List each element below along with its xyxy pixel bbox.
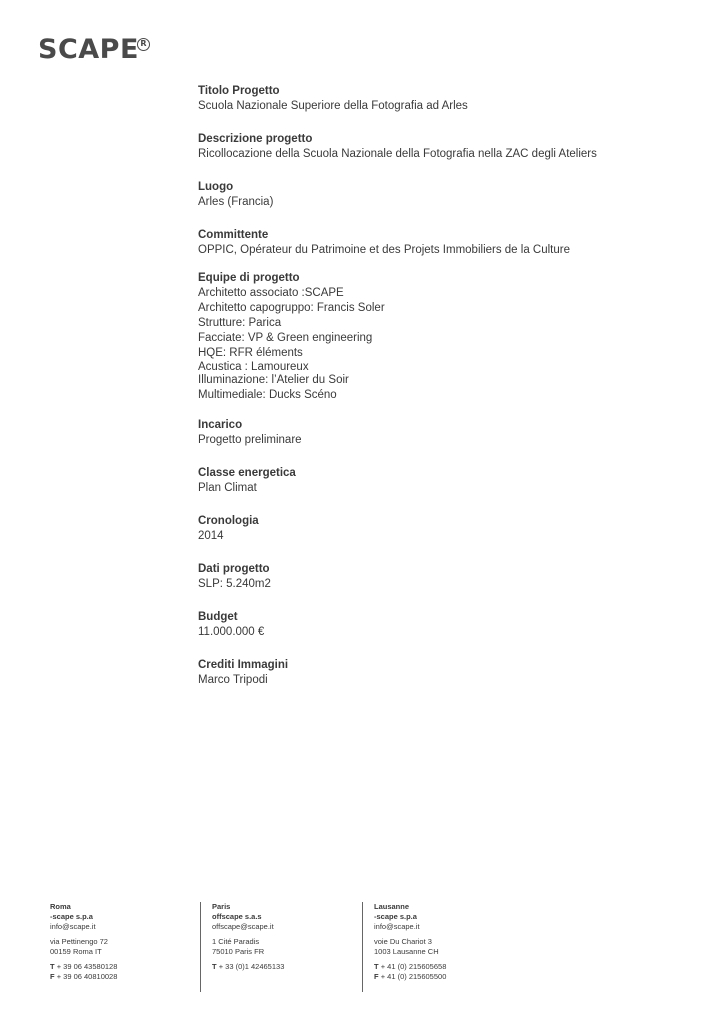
footer-office-lausanne	[362, 902, 446, 992]
section-value: Arles (Francia)	[198, 196, 274, 208]
section-label: Equipe di progetto	[198, 272, 300, 284]
section-label: Crediti Immagini	[198, 659, 289, 671]
section-label: Dati progetto	[198, 563, 270, 575]
section-committente	[198, 228, 698, 258]
section-value: Marco Tripodi	[198, 674, 268, 686]
section-value: 2014	[198, 530, 224, 542]
office-phone: T + 41 (0) 215605658	[374, 962, 447, 971]
section-label: Budget	[198, 611, 238, 623]
office-phone: T + 33 (0)1 42465133	[212, 962, 285, 971]
office-city: Lausanne	[374, 902, 410, 911]
office-fax: F + 41 (0) 215605500	[374, 972, 447, 981]
footer-office-roma	[50, 902, 117, 992]
project-sheet	[198, 84, 698, 706]
section-equipe	[198, 271, 698, 403]
team-member: Illuminazione: l’Atelier du Soir	[198, 374, 349, 386]
registered-mark-icon: R	[137, 38, 150, 51]
section-crediti-immagini	[198, 658, 698, 688]
footer-office-paris	[200, 902, 284, 992]
section-label: Cronologia	[198, 515, 259, 527]
office-address-line: 75010 Paris FR	[212, 947, 265, 956]
section-label: Committente	[198, 229, 269, 241]
office-company: -scape s.p.a	[50, 912, 93, 921]
section-label: Incarico	[198, 419, 243, 431]
office-address-line: 00159 Roma IT	[50, 947, 102, 956]
section-value: Scuola Nazionale Superiore della Fotografia ad Arles	[198, 100, 468, 112]
office-company: -scape s.p.a	[374, 912, 417, 921]
section-descrizione	[198, 132, 698, 162]
team-member: Facciate: VP & Green engineering	[198, 332, 373, 344]
scape-logo: SCAPE	[38, 34, 139, 65]
section-cronologia	[198, 514, 698, 544]
office-company: offscape s.a.s	[212, 912, 262, 921]
office-address-line: via Pettinengo 72	[50, 937, 108, 946]
section-classe-energetica	[198, 466, 698, 496]
team-member: Architetto associato :SCAPE	[198, 287, 344, 299]
section-label: Luogo	[198, 181, 234, 193]
team-member: HQE: RFR éléments	[198, 347, 303, 359]
section-titolo	[198, 84, 698, 114]
section-label: Classe energetica	[198, 467, 296, 479]
team-member: Acustica : Lamoureux	[198, 361, 309, 373]
office-phone: T + 39 06 43580128	[50, 962, 118, 971]
section-value: Plan Climat	[198, 482, 257, 494]
section-value: OPPIC, Opérateur du Patrimoine et des Projets Immobiliers de la Culture	[198, 244, 570, 256]
office-city: Roma	[50, 902, 71, 911]
team-member: Multimediale: Ducks Scéno	[198, 389, 337, 401]
section-value: Ricollocazione della Scuola Nazionale della Fotografia nella ZAC degli Ateliers	[198, 148, 597, 160]
section-value: 11.000.000 €	[198, 626, 265, 638]
section-luogo	[198, 180, 698, 210]
office-email[interactable]: info@scape.it	[374, 922, 420, 931]
office-email[interactable]: offscape@scape.it	[212, 922, 274, 931]
section-dati-progetto	[198, 562, 698, 592]
team-member: Strutture: Parica	[198, 317, 282, 329]
office-address-line: 1003 Lausanne CH	[374, 947, 439, 956]
section-value: Progetto preliminare	[198, 434, 302, 446]
section-budget	[198, 610, 698, 640]
section-label: Titolo Progetto	[198, 85, 280, 97]
office-address-line: voie Du Chariot 3	[374, 937, 432, 946]
office-address-line: 1 Cité Paradis	[212, 937, 260, 946]
team-member: Architetto capogruppo: Francis Soler	[198, 302, 385, 314]
office-fax: F + 39 06 40810028	[50, 972, 118, 981]
office-email[interactable]: info@scape.it	[50, 922, 96, 931]
section-value: SLP: 5.240m2	[198, 578, 271, 590]
section-label: Descrizione progetto	[198, 133, 313, 145]
section-incarico	[198, 418, 698, 448]
office-city: Paris	[212, 902, 231, 911]
